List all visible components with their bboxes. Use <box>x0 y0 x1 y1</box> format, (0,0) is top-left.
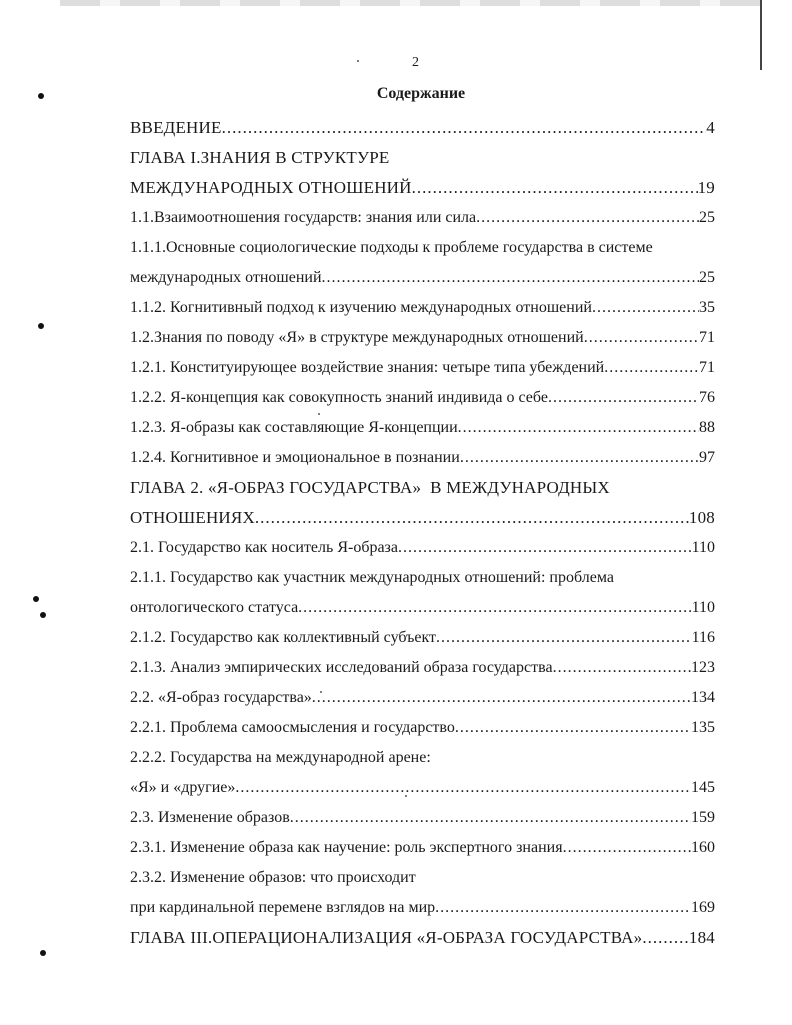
toc-entry-page: 134 <box>691 689 715 706</box>
toc-entry-text: 1.1.1.Основные социологические подходы к проблеме государства в системе <box>130 239 653 256</box>
dot-leader <box>222 113 707 143</box>
dot-leader <box>592 293 699 323</box>
toc-entry-page: 97 <box>699 449 715 466</box>
toc-entry-2-2-1[interactable] <box>130 713 715 743</box>
toc-entry-page: 76 <box>699 389 715 406</box>
toc-entry-page: 159 <box>691 809 715 826</box>
toc-entry-1-1-1[interactable] <box>130 263 715 293</box>
toc-entry-1-1-1-line-1[interactable] <box>130 233 715 263</box>
dot-leader <box>398 533 692 563</box>
toc-entry-page: 71 <box>699 329 715 346</box>
toc-entry-text: 2.1.2. Государство как коллективный субъект <box>130 629 437 646</box>
toc-entry-2-2-2[interactable] <box>130 773 715 803</box>
toc-entry-text: ОТНОШЕНИЯХ <box>130 508 255 527</box>
toc-entry-2-3-2-line-1[interactable] <box>130 863 715 893</box>
dot-leader <box>436 623 692 653</box>
toc-entry-text: 1.2.3. Я-образы как составляющие Я-концепции <box>130 419 458 436</box>
toc-entry-2-1-2[interactable] <box>130 623 715 653</box>
dot-leader <box>642 923 689 953</box>
dot-leader <box>290 803 691 833</box>
toc-entry-chapter-2[interactable] <box>130 503 715 533</box>
toc-entry-text: МЕЖДУНАРОДНЫХ ОТНОШЕНИЙ <box>130 178 412 197</box>
toc-entry-chapter-2-line-1[interactable] <box>130 473 715 503</box>
dot-leader <box>458 413 699 443</box>
toc-entry-page: 184 <box>688 928 715 947</box>
page-number: 2 <box>412 55 419 70</box>
toc-entry-page: 25 <box>699 269 715 286</box>
toc-entry-text: ГЛАВА III.ОПЕРАЦИОНАЛИЗАЦИЯ «Я-ОБРАЗА ГОСУДАРСТВА» <box>130 928 643 947</box>
toc-entry-text: 2.2.2. Государства на международной арене: <box>130 749 431 766</box>
dot-leader <box>604 353 699 383</box>
dot-leader <box>435 893 691 923</box>
toc-entry-page: 145 <box>691 779 715 796</box>
toc-entry-1-2-3[interactable] <box>130 413 715 443</box>
toc-entry-page: 110 <box>691 539 715 556</box>
toc-entry-2-3[interactable] <box>130 803 715 833</box>
toc-entry-text: международных отношений <box>130 269 322 286</box>
toc-entry-2-1-3[interactable] <box>130 653 715 683</box>
dot-leader <box>563 833 691 863</box>
binder-hole-4 <box>40 612 46 618</box>
toc-entry-chapter-1[interactable] <box>130 173 715 203</box>
toc-entry-1-2-1[interactable] <box>130 353 715 383</box>
toc-entry-2-1-1[interactable] <box>130 593 715 623</box>
toc-entry-page: 19 <box>697 178 715 197</box>
toc-entry-page: 25 <box>699 209 715 226</box>
toc-entry-text: 2.2. «Я-образ государства» <box>130 689 312 706</box>
toc-entry-text: 2.3.2. Изменение образов: что происходит <box>130 869 416 886</box>
toc-entry-text: 1.2.1. Конституирующее воздействие знания: четыре типа убеждений <box>130 359 605 376</box>
toc-entry-chapter-1-line-1[interactable] <box>130 143 715 173</box>
toc-entry-page: 35 <box>699 299 715 316</box>
toc-entry-page: 110 <box>691 599 715 616</box>
toc-entry-text: 2.1.1. Государство как участник международных отношений: проблема <box>130 569 614 586</box>
dot-leader <box>298 593 691 623</box>
toc-entry-2-1-1-line-1[interactable] <box>130 563 715 593</box>
toc-entry-text: 1.2.4. Когнитивное и эмоциональное в познании <box>130 449 460 466</box>
scan-speck <box>357 60 359 62</box>
binder-hole-2 <box>38 323 44 329</box>
toc-entry-1-2-4[interactable] <box>130 443 715 473</box>
dot-leader <box>322 263 699 293</box>
toc-entry-page: 123 <box>691 659 715 676</box>
toc-entry-2-2[interactable] <box>130 683 715 713</box>
toc-entry-2-3-2[interactable] <box>130 893 715 923</box>
binder-hole-5 <box>40 950 46 956</box>
toc-entry-text: 2.1.3. Анализ эмпирических исследований образа государства <box>130 659 553 676</box>
toc-entry-page: 71 <box>699 359 715 376</box>
toc-title: Содержание <box>376 85 466 102</box>
toc-entry-text: 2.2.1. Проблема самоосмысления и государство <box>130 719 455 736</box>
toc-entry-text: 1.1.2. Когнитивный подход к изучению международных отношений <box>130 299 592 316</box>
dot-leader <box>460 443 699 473</box>
toc-entry-page: 135 <box>691 719 715 736</box>
toc-entry-text: ГЛАВА I.ЗНАНИЯ В СТРУКТУРЕ <box>130 148 390 167</box>
binder-hole-3 <box>33 596 39 602</box>
dot-leader <box>312 683 691 713</box>
toc-entry-text: 2.3. Изменение образов <box>130 809 290 826</box>
table-of-contents <box>130 113 715 953</box>
toc-entry-2-2-2-line-1[interactable] <box>130 743 715 773</box>
toc-entry-2-3-1[interactable] <box>130 833 715 863</box>
toc-entry-text: 1.2.2. Я-концепция как совокупность знаний индивида о себе <box>130 389 548 406</box>
toc-entry-text: ВВЕДЕНИЕ <box>130 118 222 137</box>
toc-entry-text: ГЛАВА 2. «Я-ОБРАЗ ГОСУДАРСТВА» В МЕЖДУНАРОДНЫХ <box>130 478 610 497</box>
toc-entry-introduction[interactable] <box>130 113 715 143</box>
toc-entry-text: 2.1. Государство как носитель Я-образа <box>130 539 398 556</box>
toc-entry-page: 116 <box>691 629 715 646</box>
toc-entry-page: 88 <box>699 419 715 436</box>
scan-edge-right <box>760 0 762 70</box>
toc-entry-1-2-2[interactable] <box>130 383 715 413</box>
toc-entry-page: 4 <box>706 118 715 137</box>
toc-entry-page: 108 <box>688 508 715 527</box>
dot-leader <box>476 203 699 233</box>
toc-entry-2-1[interactable] <box>130 533 715 563</box>
dot-leader <box>548 383 699 413</box>
toc-entry-text: 2.3.1. Изменение образа как научение: роль экспертного знания <box>130 839 563 856</box>
toc-entry-text: «Я» и «другие» <box>130 779 236 796</box>
toc-entry-text: 1.2.Знания по поводу «Я» в структуре международных отношений <box>130 329 584 346</box>
toc-entry-text: 1.1.Взаимоотношения государств: знания или сила <box>130 209 477 226</box>
toc-entry-text: при кардинальной перемене взглядов на мир <box>130 899 436 916</box>
toc-entry-1-2[interactable] <box>130 323 715 353</box>
toc-entry-1-1[interactable] <box>130 203 715 233</box>
toc-entry-page: 169 <box>691 899 715 916</box>
toc-entry-text: онтологического статуса <box>130 599 299 616</box>
dot-leader <box>553 653 691 683</box>
toc-entry-chapter-3[interactable] <box>130 923 715 953</box>
toc-entry-1-1-2[interactable] <box>130 293 715 323</box>
dot-leader <box>412 173 698 203</box>
scan-edge-top <box>60 0 760 6</box>
dot-leader <box>455 713 691 743</box>
dot-leader <box>255 503 689 533</box>
toc-entry-page: 160 <box>691 839 715 856</box>
dot-leader <box>584 323 699 353</box>
dot-leader <box>235 773 691 803</box>
